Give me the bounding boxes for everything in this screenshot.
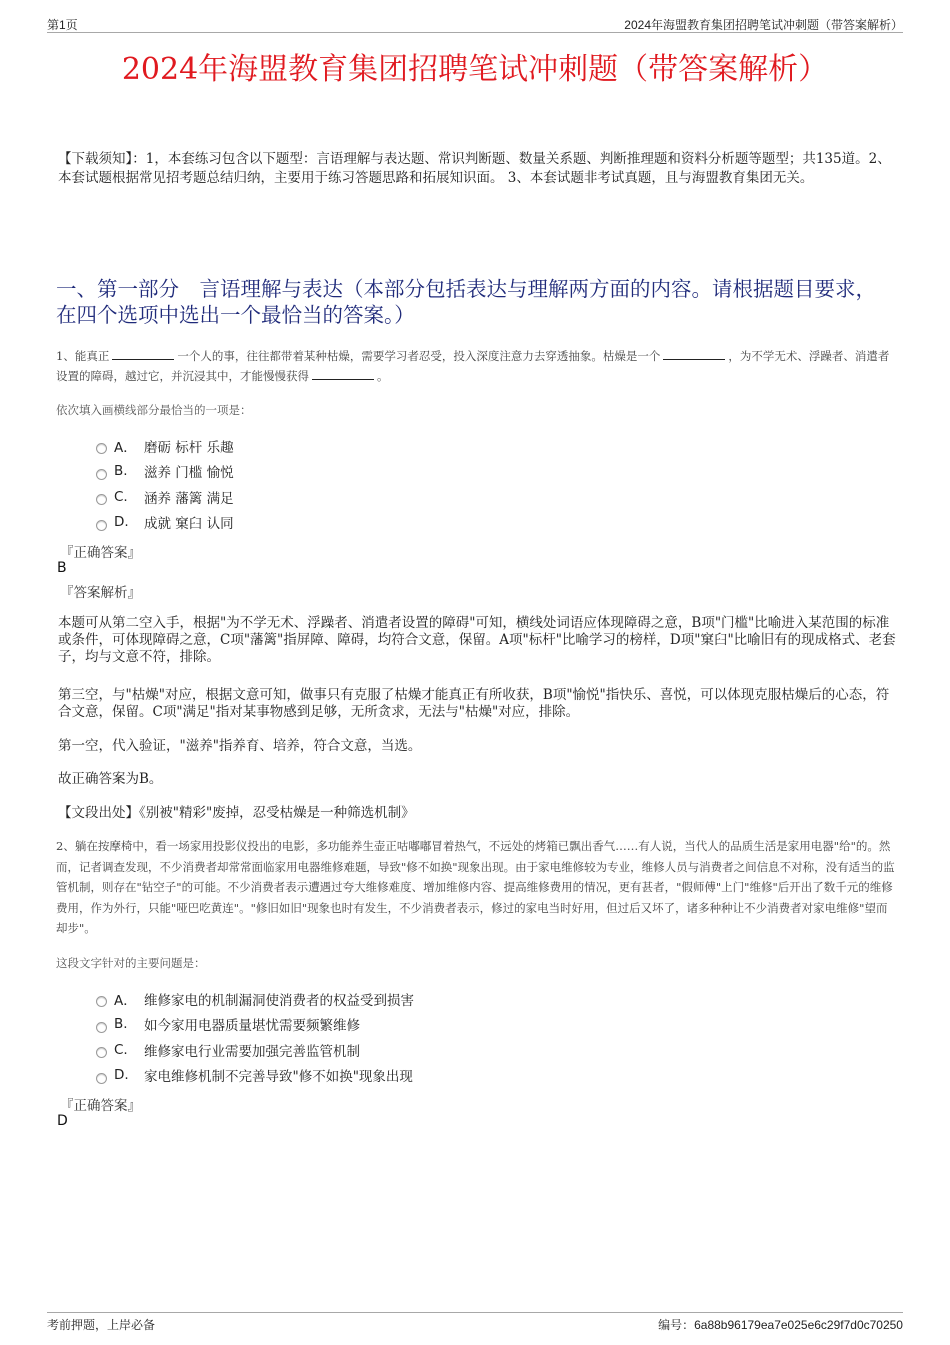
document-title: 2024年海盟教育集团招聘笔试冲刺题（带答案解析）	[121, 52, 829, 87]
question-1-options	[96, 433, 234, 535]
option-text: 成就 窠臼 认同	[144, 516, 234, 533]
option-letter: C.	[114, 488, 128, 505]
question-2-options	[96, 986, 414, 1088]
option-a[interactable]	[96, 986, 414, 1012]
option-letter: A．	[114, 439, 137, 456]
option-letter: B.	[114, 1016, 128, 1033]
radio-button[interactable]	[96, 443, 107, 454]
passage-source: 【文段出处】《别被"精彩"废掉，忍受枯燥是一种筛选机制》	[58, 805, 415, 821]
correct-answer-label: 『正确答案』	[60, 545, 141, 561]
radio-button[interactable]	[96, 1047, 107, 1058]
option-d[interactable]	[96, 510, 234, 536]
stem-text: ，为不学无术、浮躁者、消遣者设置的障碍，越过它，并沉浸其中，才能慢慢获得	[56, 349, 890, 383]
radio-button[interactable]	[96, 1073, 107, 1084]
question-2-stem: 2、躺在按摩椅中，看一场家用投影仪投出的电影，多功能养生壶正咕嘟嘟冒着热气，不远处的烤箱已飘出香气……有人说，当代人的品质生活是家用电器"给"的。然而，记者调查发现，不少消费者却常常面临家用电器维修难题，导致"修不如换"现象出现。由于家电维修较为专业，维修人员与消费者之间信息不对称，没有适当的监管机制，则存在"钻空子"的可能。不少消费者表示遭遇过夸大维修难度、增加维修内容、提高维修费用的情况，更有甚者，"假师傅"上门"维修"后开出了数千元的维修费用，作为外行，只能"哑巴吃黄连"。"修旧如旧"现象也时有发生，不少消费者表示，修过的家电当时好用，但过后又坏了，诸多种种让不少消费者对家电维修"望而却步"。	[56, 839, 895, 935]
option-a[interactable]	[96, 433, 234, 459]
stem-text: 。	[377, 369, 389, 383]
option-letter: D.	[114, 514, 129, 531]
radio-button[interactable]	[96, 520, 107, 531]
correct-answer: B	[57, 560, 67, 576]
option-text: 家电维修机制不完善导致"修不如换"现象出现	[144, 1069, 413, 1086]
option-b[interactable]	[96, 459, 234, 485]
option-text: 滋养 门槛 愉悦	[144, 465, 234, 482]
question-2-prompt: 这段文字针对的主要问题是：	[56, 956, 206, 970]
header-doc-title: 2024年海盟教育集团招聘笔试冲刺题（带答案解析）	[624, 18, 903, 32]
option-text: 涵养 藩篱 满足	[144, 490, 234, 507]
option-text: 如今家用电器质量堪忧需要频繁维修	[144, 1018, 360, 1035]
analysis-paragraph: 本题可从第二空入手，根据"为不学无术、浮躁者、消遣者设置的障碍"可知，横线处词语应体现障碍之意，B项"门槛"比喻进入某范围的标准或条件，可体现障碍之意，C项"藩篱"指屏障、障碍，均符合文意，保留。A项"标杆"比喻学习的榜样，D项"窠臼"比喻旧有的现成格式、老套子，均与文意不符，排除。	[58, 615, 896, 665]
page-footer	[47, 1312, 903, 1332]
footer-serial: 编号：6a88b96179ea7e025e6c29f7d0c70250	[658, 1318, 903, 1332]
question-1-prompt: 依次填入画横线部分最恰当的一项是：	[56, 403, 252, 417]
stem-text: 一个人的事，往往都带着某种枯燥，需要学习者忍受，投入深度注意力去穿透抽象。枯燥是一个	[177, 349, 661, 363]
page-header	[47, 14, 903, 33]
radio-button[interactable]	[96, 996, 107, 1007]
analysis-label: 『答案解析』	[60, 585, 141, 601]
option-letter: D.	[114, 1067, 129, 1084]
analysis-paragraph: 故正确答案为B。	[58, 771, 163, 787]
radio-button[interactable]	[96, 469, 107, 480]
option-d[interactable]	[96, 1063, 414, 1089]
option-b[interactable]	[96, 1012, 414, 1038]
page-number: 第1页	[47, 18, 78, 32]
radio-button[interactable]	[96, 494, 107, 505]
option-text: 维修家电的机制漏洞使消费者的权益受到损害	[144, 992, 414, 1009]
download-notice: 【下载须知】：1，本套练习包含以下题型：言语理解与表达题、常识判断题、数量关系题、判断推理题和资料分析题等题型；共135道。2、本套试题根据常见招考题总结归纳，主要用于练习答题思路和拓展知识面。 3、本套试题非考试真题，且与海盟教育集团无关。	[58, 151, 891, 186]
footer-slogan: 考前押题，上岸必备	[47, 1318, 156, 1332]
correct-answer: D	[57, 1113, 68, 1129]
question-1-stem	[56, 346, 896, 386]
option-letter: B.	[114, 463, 128, 480]
analysis-paragraph: 第一空，代入验证，"滋养"指养育、培养，符合文意，当选。	[58, 738, 422, 754]
option-letter: C.	[114, 1041, 128, 1058]
option-c[interactable]	[96, 1037, 414, 1063]
option-c[interactable]	[96, 484, 234, 510]
fill-blank	[312, 367, 374, 380]
option-text: 磨砺 标杆 乐趣	[144, 439, 234, 456]
fill-blank	[663, 347, 725, 360]
stem-text: 1、能真正	[56, 349, 110, 363]
radio-button[interactable]	[96, 1022, 107, 1033]
correct-answer-label: 『正确答案』	[60, 1098, 141, 1114]
analysis-paragraph: 第三空，与"枯燥"对应，根据文意可知，做事只有克服了枯燥才能真正有所收获，B项"愉悦"指快乐、喜悦，可以体现克服枯燥后的心态，符合文意，保留。C项"满足"指对某事物感到足够，无所贪求，无法与"枯燥"对应，排除。	[58, 687, 890, 720]
option-letter: A．	[114, 992, 137, 1009]
section-heading: 一、第一部分 言语理解与表达（本部分包括表达与理解两方面的内容。请根据题目要求，在四个选项中选出一个最恰当的答案。）	[56, 277, 876, 327]
fill-blank	[112, 347, 174, 360]
option-text: 维修家电行业需要加强完善监管机制	[144, 1043, 360, 1060]
